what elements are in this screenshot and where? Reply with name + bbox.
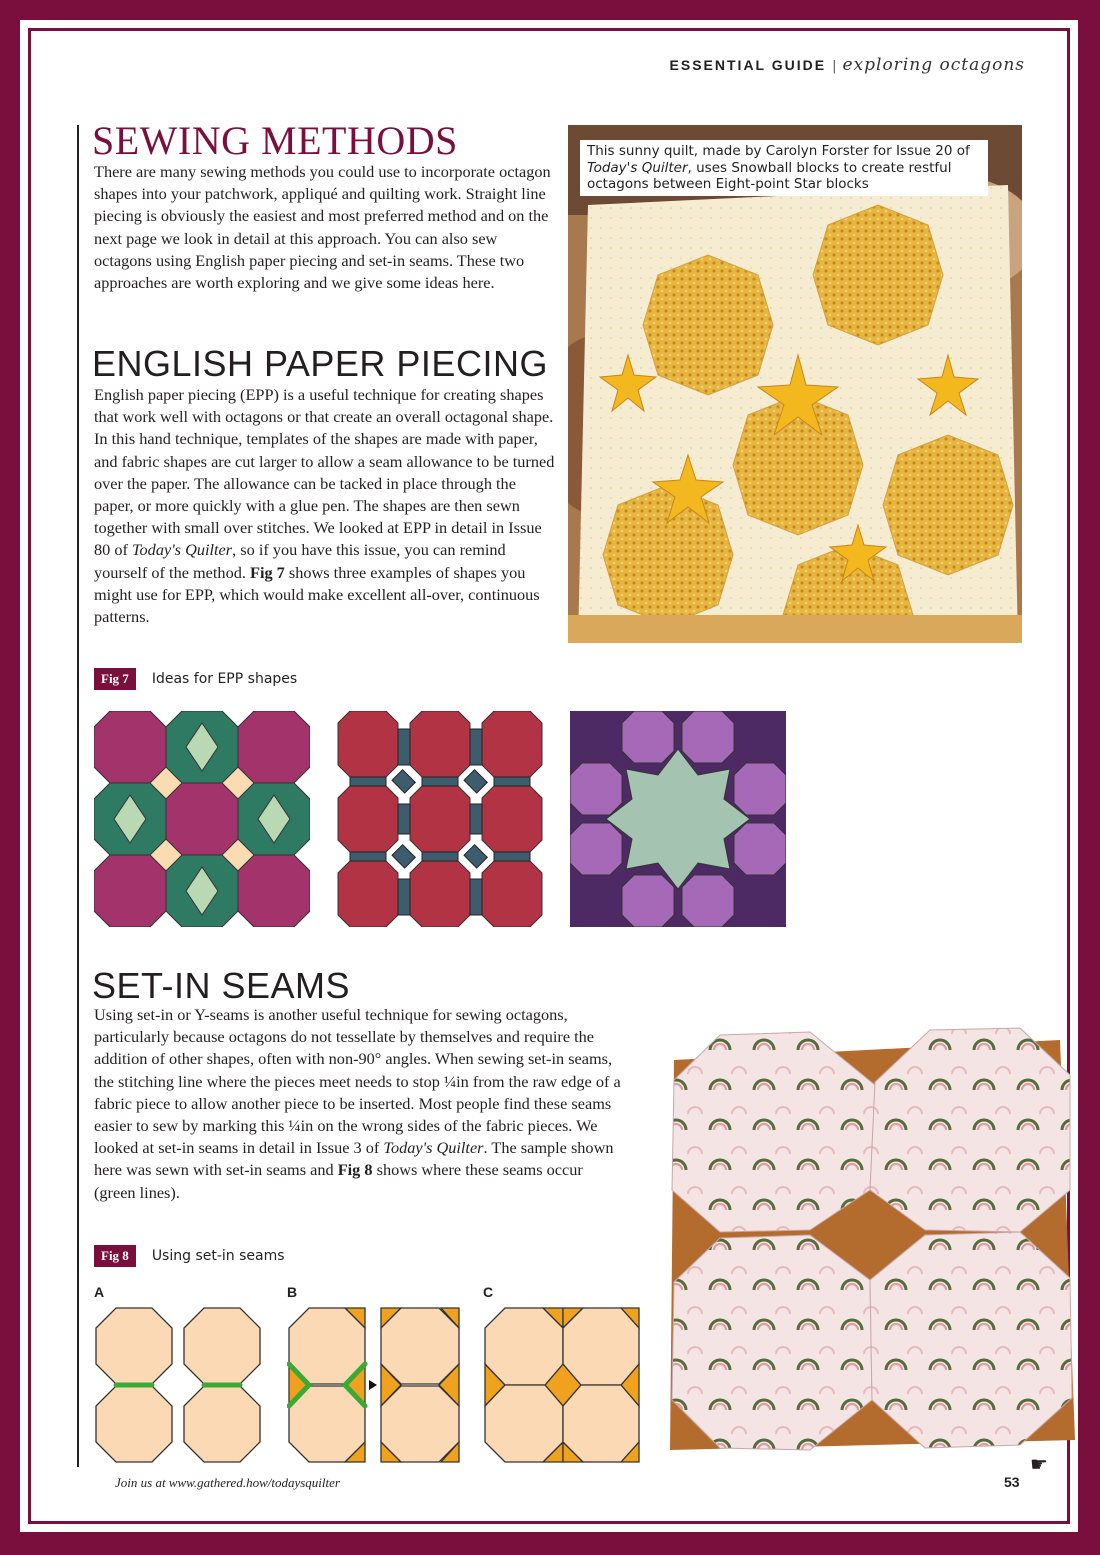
running-head-topic: exploring octagons — [842, 55, 1025, 75]
photo-caption — [580, 140, 988, 196]
epp-example-3 — [570, 711, 786, 927]
diagram-b — [287, 1300, 462, 1474]
sewing-methods-heading: SEWING METHODS — [92, 118, 458, 163]
diagram-a-octagons — [94, 1300, 262, 1470]
fabric-sample-illustration — [660, 1020, 1080, 1460]
fig7-title: Ideas for EPP shapes — [151, 671, 298, 687]
diagram-label-b: B — [287, 1284, 298, 1300]
fig8-tag: Fig 8 — [94, 1245, 136, 1267]
epp-body-1: English paper piecing (EPP) is a useful technique for creating shapes that work well with octagons or that create an overall octagonal shape. In this hand technique, templates of the shapes are made with paper, and fabric shapes are cut larger to allow a seam allowance to be turned over the paper. The allowance can be tacked in place through the paper, or more quickly with a glue pen. The shapes are then sewn together with small over stitches. We looked at EPP in detail in Issue 80 of — [94, 385, 555, 560]
epp-body-italic: Today's Quilter — [131, 540, 233, 560]
set-in-body-2: . The sample shown here was sewn with set-in seams and — [94, 1138, 614, 1180]
epp-body-3: shows three examples of shapes you might use for EPP, which would make excellent all-over, continuous patterns. — [94, 562, 540, 627]
epp-heading: ENGLISH PAPER PIECING — [92, 343, 548, 384]
epp-octagon-star-pattern — [94, 711, 310, 927]
fig8-title: Using set-in seams — [151, 1248, 285, 1264]
set-in-body-italic: Today's Quilter — [383, 1138, 484, 1158]
set-in-body-3: shows where these seams occur (green lines). — [94, 1160, 583, 1202]
set-in-heading: SET-IN SEAMS — [92, 965, 351, 1006]
sunny-quilt-photo — [568, 125, 1022, 643]
diagram-c-octagons — [483, 1300, 643, 1470]
fig7-tag: Fig 7 — [94, 668, 136, 690]
pointing-hand-icon: ☛ — [1030, 1452, 1048, 1476]
fig8-label — [94, 1245, 285, 1267]
footer-url: Join us at www.gathered.how/todaysquilter — [115, 1475, 340, 1490]
arrow-icon — [369, 1380, 377, 1390]
epp-body — [94, 384, 556, 628]
running-head — [670, 55, 1025, 75]
diagram-label-a: A — [94, 1284, 105, 1300]
epp-example-2 — [332, 711, 548, 927]
fig7-label — [94, 668, 297, 690]
sewing-methods-body: There are many sewing methods you could use to incorporate octagon shapes into your patchwork, appliqué and quilting work. Straight line piecing is obviously the easiest and most preferred method and on the next page we look in detail at this approach. You can also sew octagons using English paper piecing and set-in seams. These two approaches are worth exploring and we give some ideas here. — [94, 162, 551, 293]
epp-octagon-ring-pattern — [332, 711, 548, 927]
set-in-body — [94, 1004, 624, 1204]
column-rule — [77, 125, 79, 1467]
diagram-label-c: C — [483, 1284, 494, 1300]
running-head-separator: | — [832, 59, 837, 74]
epp-body-bold: Fig 7 — [250, 562, 285, 582]
set-in-sample-photo — [660, 1020, 1080, 1460]
caption-magazine-title: Today's Quilter — [587, 159, 688, 176]
quilt-illustration — [568, 125, 1022, 643]
epp-example-1 — [94, 711, 310, 927]
caption-text-2: , uses Snowball blocks to create restful octagons between Eight-point Star blocks — [587, 159, 952, 192]
page-number: 53 — [1004, 1474, 1020, 1490]
set-in-body-1: Using set-in or Y-seams is another useful technique for sewing octagons, particularly because octagons do not tessellate by themselves and require the addition of other shapes, often with non-90° angles. When sewing set-in seams, the stitching line where the pieces meet needs to stop ¼in from the raw edge of a fabric piece to allow another piece to be inserted. Most people find these seams easier to sew by marking this ¼in on the wrong sides of the fabric pieces. We looked at set-in seams in detail in Issue 3 of — [94, 1005, 621, 1158]
running-head-section: ESSENTIAL GUIDE — [669, 57, 827, 73]
epp-octagon-wreath-pattern — [570, 711, 786, 927]
diagram-c — [483, 1300, 643, 1474]
epp-body-2: , so if you have this issue, you can remind yourself of the method. — [94, 540, 506, 582]
caption-text-1: This sunny quilt, made by Carolyn Forster for Issue 20 of — [587, 143, 970, 159]
diagram-b-octagons — [287, 1300, 462, 1470]
set-in-body-bold: Fig 8 — [337, 1160, 373, 1180]
diagram-a — [94, 1300, 262, 1474]
